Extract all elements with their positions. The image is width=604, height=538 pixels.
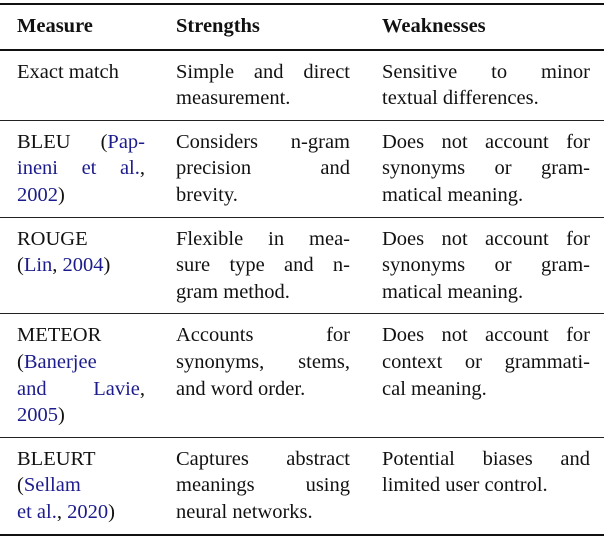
- cell-text: synonyms or gram-: [382, 254, 590, 277]
- measure-cell: [17, 226, 145, 306]
- cell-line: [382, 226, 590, 253]
- cell-text: Considers n-gram: [176, 130, 350, 153]
- cell-line: [176, 349, 350, 376]
- weaknesses-cell: [382, 446, 590, 526]
- cell-line: [382, 85, 590, 112]
- cell-text: BLEU (: [17, 130, 108, 153]
- cell-text: METEOR: [17, 324, 102, 347]
- cell-line: [176, 155, 350, 182]
- citation-link[interactable]: 2004: [62, 254, 104, 277]
- cell-text: synonyms, stems,: [176, 350, 350, 373]
- cell-line: [382, 155, 590, 182]
- cell-line: [17, 349, 145, 376]
- strengths-cell: [176, 322, 350, 428]
- cell-line: [176, 446, 350, 473]
- citation-link[interactable]: 2005: [17, 404, 58, 427]
- citation-link[interactable]: ineni et al.: [17, 157, 140, 180]
- cell-text: ROUGE: [17, 227, 88, 250]
- comparison-table: [0, 3, 604, 536]
- cell-text: ,: [52, 254, 63, 277]
- cell-line: [17, 376, 145, 403]
- table-row: [0, 121, 604, 218]
- cell-text: ): [103, 254, 111, 277]
- cell-text: precision and: [176, 157, 350, 180]
- weaknesses-cell: [382, 226, 590, 306]
- citation-link[interactable]: 2020: [67, 500, 109, 523]
- cell-line: [17, 155, 145, 182]
- cell-text: Flexible in mea-: [176, 227, 350, 250]
- cell-line: [382, 59, 590, 86]
- cell-text: Accounts for: [176, 324, 350, 347]
- cell-line: [382, 129, 590, 156]
- weaknesses-cell: [382, 322, 590, 428]
- cell-text: Exact match: [17, 60, 119, 83]
- citation-link[interactable]: Banerjee: [23, 350, 97, 373]
- citation-link[interactable]: Sellam: [23, 474, 81, 497]
- cell-text: gram method.: [176, 280, 290, 303]
- cell-text: synonyms or gram-: [382, 157, 590, 180]
- cell-line: [176, 499, 350, 526]
- header-measure: Measure: [17, 15, 93, 37]
- measure-cell: [17, 59, 145, 112]
- table-body: [0, 51, 604, 536]
- cell-text: (: [17, 474, 24, 497]
- cell-line: [382, 376, 590, 403]
- citation-link[interactable]: and Lavie: [17, 377, 140, 400]
- citation-link[interactable]: et al.: [17, 500, 57, 523]
- citation-link[interactable]: Pap-: [107, 130, 145, 153]
- cell-line: [176, 226, 350, 253]
- strengths-cell: [176, 129, 350, 209]
- strengths-cell: [176, 59, 350, 112]
- cell-line: [176, 376, 350, 403]
- cell-text: textual differences.: [382, 87, 539, 110]
- table-row: [0, 438, 604, 536]
- cell-line: [176, 322, 350, 349]
- weaknesses-cell: [382, 129, 590, 209]
- cell-line: [17, 226, 145, 253]
- cell-line: [17, 182, 145, 209]
- weaknesses-cell: [382, 59, 590, 112]
- cell-text: (: [17, 254, 24, 277]
- header-weaknesses: Weaknesses: [382, 15, 486, 37]
- cell-text: ): [58, 183, 65, 206]
- cell-line: [17, 59, 145, 86]
- strengths-cell: [176, 226, 350, 306]
- cell-text: and word order.: [176, 377, 306, 400]
- cell-text: Does not account for: [382, 130, 590, 153]
- strengths-cell: [176, 446, 350, 526]
- cell-text: Does not account for: [382, 324, 590, 347]
- measure-cell: [17, 129, 145, 209]
- cell-text: ,: [139, 157, 145, 180]
- cell-text: matical meaning.: [382, 183, 524, 206]
- cell-text: Does not account for: [382, 227, 590, 250]
- cell-text: Captures abstract: [176, 447, 350, 470]
- citation-link[interactable]: Lin: [23, 254, 53, 277]
- cell-text: cal meaning.: [382, 377, 487, 400]
- cell-text: limited user control.: [382, 474, 548, 497]
- cell-text: Sensitive to minor: [382, 60, 590, 83]
- cell-line: [382, 349, 590, 376]
- table-row: [0, 218, 604, 315]
- cell-line: [382, 279, 590, 306]
- cell-text: context or grammati-: [382, 350, 590, 373]
- measure-cell: [17, 446, 145, 526]
- cell-line: [17, 129, 145, 156]
- cell-line: [176, 129, 350, 156]
- cell-text: meanings using: [176, 474, 350, 497]
- cell-line: [382, 322, 590, 349]
- cell-line: [17, 252, 145, 279]
- cell-text: Simple and direct: [176, 60, 350, 83]
- cell-line: [176, 85, 350, 112]
- cell-line: [382, 446, 590, 473]
- cell-text: matical meaning.: [382, 280, 524, 303]
- table-row: [0, 51, 604, 121]
- cell-text: sure type and n-: [176, 254, 350, 277]
- cell-line: [17, 472, 145, 499]
- cell-text: BLEURT: [17, 447, 96, 470]
- cell-text: neural networks.: [176, 500, 313, 523]
- table-row: [0, 314, 604, 437]
- cell-line: [382, 182, 590, 209]
- cell-text: ): [58, 404, 65, 427]
- cell-text: measurement.: [176, 87, 291, 110]
- header-strengths: Strengths: [176, 15, 260, 37]
- measure-cell: [17, 322, 145, 428]
- citation-link[interactable]: 2002: [17, 183, 58, 206]
- cell-text: brevity.: [176, 183, 238, 206]
- cell-text: Potential biases and: [382, 447, 590, 470]
- cell-line: [176, 472, 350, 499]
- cell-text: ,: [56, 500, 68, 523]
- cell-line: [17, 402, 145, 429]
- cell-text: (: [17, 350, 24, 373]
- cell-line: [176, 59, 350, 86]
- cell-line: [17, 322, 145, 349]
- cell-line: [176, 182, 350, 209]
- cell-line: [17, 499, 145, 526]
- cell-text: ): [108, 500, 115, 523]
- cell-text: ,: [139, 377, 145, 400]
- table-header-row: [0, 5, 604, 51]
- cell-line: [176, 279, 350, 306]
- cell-line: [17, 446, 145, 473]
- cell-line: [176, 252, 350, 279]
- cell-line: [382, 472, 590, 499]
- cell-line: [382, 252, 590, 279]
